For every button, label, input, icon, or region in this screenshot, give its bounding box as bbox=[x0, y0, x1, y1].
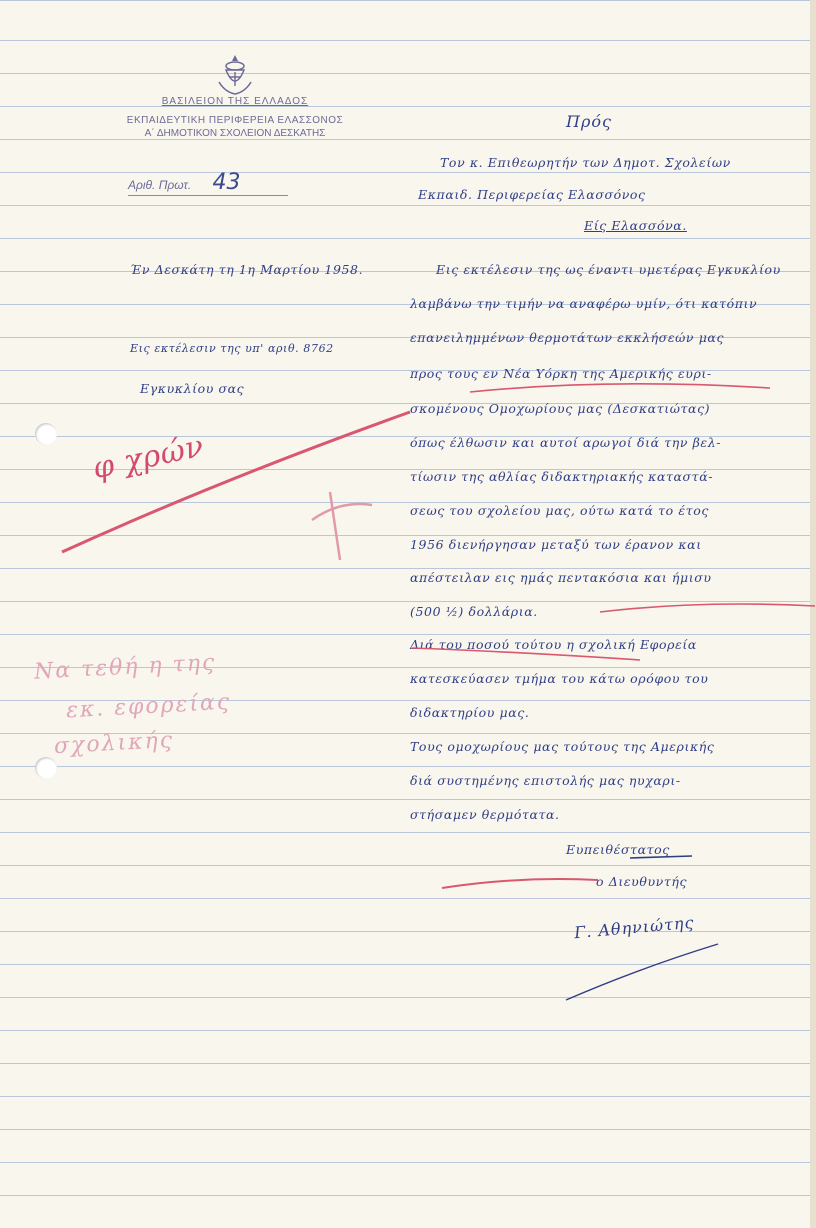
letterhead-line-3: Α΄ ΔΗΜΟΤΙΚΟΝ ΣΧΟΛΕΙΟΝ ΔΕΣΚΑΤΗΣ bbox=[144, 128, 326, 139]
pencil-note-line-2: εκ. εφορείας bbox=[65, 689, 232, 724]
body-line-10: απέστειλαν εις ημάς πεντακόσια και ήμισυ bbox=[410, 570, 712, 585]
body-line-7: τίωσιν της αθλίας διδακτηριακής καταστά- bbox=[410, 469, 714, 484]
body-line-16: διά συστημένης επιστολής μας ηυχαρι- bbox=[410, 773, 681, 788]
recipient-line-1: Τον κ. Επιθεωρητήν των Δημοτ. Σχολείων bbox=[440, 155, 731, 170]
closing-salutation: Ευπειθέστατος bbox=[566, 842, 670, 857]
body-line-2: λαμβάνω την τιμήν να αναφέρω υμίν, ότι κατόπιν bbox=[410, 296, 758, 311]
red-check-mark bbox=[312, 492, 372, 560]
body-line-17: στήσαμεν θερμότατα. bbox=[410, 807, 560, 822]
recipient-line-2: Εκπαιδ. Περιφερείας Ελασσόνος bbox=[418, 187, 646, 202]
recipient-line-3: Είς Ελασσόνα. bbox=[584, 218, 687, 233]
body-line-14: διδακτηρίου μας. bbox=[410, 705, 530, 720]
body-line-9: 1956 διενήργησαν μεταξύ των έρανον και bbox=[410, 537, 702, 552]
body-line-3: επανειλημμένων θερμοτάτων εκκλήσεών μας bbox=[410, 330, 725, 345]
underline-dollars bbox=[412, 648, 640, 660]
body-line-6: όπως έλθωσιν και αυτοί αρωγοί διά την βελ- bbox=[410, 435, 722, 450]
body-line-12: Διά του ποσού τούτου η σχολική Εφορεία bbox=[410, 637, 697, 652]
letterhead-line-1: ΒΑΣΙΛΕΙΟΝ ΤΗΣ ΕΛΛΑΔΟΣ bbox=[161, 96, 309, 107]
dash-after-thanks bbox=[630, 856, 692, 858]
body-line-4: προς τους εν Νέα Υόρκη της Αμερικής ευρι- bbox=[410, 366, 712, 381]
reference-line-1: Εις εκτέλεσιν της υπ' αριθ. 8762 bbox=[130, 342, 334, 355]
letterhead-line-2: ΕΚΠΑΙΔΕΥΤΙΚΗ ΠΕΡΙΦΕΡΕΙΑ ΕΛΑΣΣΟΝΟΣ bbox=[126, 115, 344, 126]
red-underline-closing bbox=[442, 879, 598, 888]
red-marginal-note: φ χρών bbox=[89, 428, 208, 487]
pencil-note-line-1: Να τεθή η της bbox=[33, 650, 217, 685]
body-line-11: (500 ½) δολλάρια. bbox=[410, 604, 538, 619]
recipient-pros: Πρός bbox=[566, 112, 612, 131]
signature: Γ. Αθηνιώτης bbox=[573, 912, 696, 943]
red-diagonal-stroke bbox=[62, 412, 410, 552]
body-line-8: σεως του σχολείου μας, ούτω κατά το έτος bbox=[410, 503, 709, 518]
closing-title: ο Διευθυντής bbox=[596, 874, 688, 889]
body-line-1: Εις εκτέλεσιν της ως έναντι υμετέρας Εγκυκλίου bbox=[436, 262, 781, 277]
signature-flourish bbox=[566, 944, 718, 1000]
body-line-13: κατεσκεύασεν τμήμα του κάτω ορόφου του bbox=[410, 671, 709, 686]
underline-amount bbox=[600, 604, 815, 612]
protocol-number: 43 bbox=[212, 170, 241, 195]
pencil-note-line-3: σχολικής bbox=[53, 727, 175, 760]
body-line-15: Τους ομοχωρίους μας τούτους της Αμερικής bbox=[410, 739, 715, 754]
place-date: Έν Δεσκάτη τη 1η Μαρτίου 1958. bbox=[130, 262, 364, 277]
underline-new-york bbox=[470, 384, 770, 392]
reference-line-2: Εγκυκλίου σας bbox=[140, 381, 245, 396]
body-line-5: σκομένους Ομοχωρίους μας (Δεσκατιώτας) bbox=[410, 401, 711, 416]
protocol-label: Αριθ. Πρωτ. bbox=[128, 178, 192, 192]
